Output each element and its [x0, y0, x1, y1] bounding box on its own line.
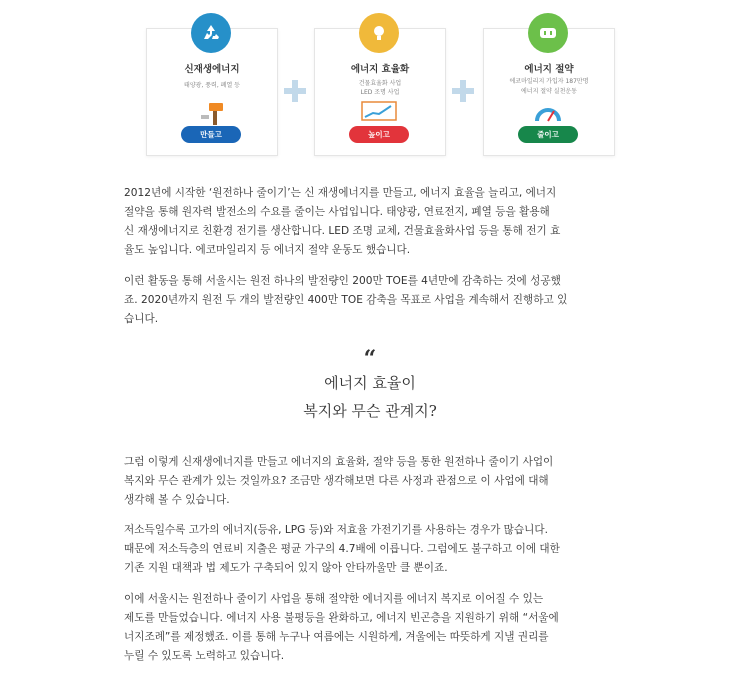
- hammer-icon: [195, 101, 227, 129]
- text-line: 그럼 이렇게 신재생에너지를 만들고 에너지의 효율화, 절약 등을 통한 원전하나 줄이기 사업이: [124, 456, 554, 468]
- text-line: 절약을 통해 원자력 발전소의 수요를 줄이는 사업입니다. 태양광, 연료전지, 폐열 등을 활용해: [124, 206, 550, 218]
- power-plug-icon: [528, 13, 568, 53]
- card-efficiency: [314, 28, 446, 156]
- text-line: 기존 지원 대책과 법 제도가 구축되어 있지 않아 안타까울만 클 뿐이죠.: [124, 562, 448, 574]
- lightbulb-icon: [359, 13, 399, 53]
- reduce-button[interactable]: 줄이고: [518, 126, 578, 143]
- card-subtitle: 에너지 절약 실천운동: [521, 88, 577, 95]
- quote-line-1: 에너지 효율이: [324, 374, 416, 392]
- text-line: 생각해 볼 수 있습니다.: [124, 494, 230, 506]
- make-button[interactable]: 만들고: [181, 126, 241, 143]
- energy-diagram: [146, 28, 614, 156]
- text-line: 2012년에 시작한 ‘원전하나 줄이기’는 신 재생에너지를 만들고, 에너지 효율을 늘리고, 에너지: [124, 187, 557, 199]
- quote-line-2: 복지와 무슨 관계지?: [303, 402, 437, 420]
- text-line: 이에 서울시는 원전하나 줄이기 사업을 통해 절약한 에너지를 에너지 복지로 이어질 수 있는: [124, 593, 544, 605]
- card-subtitle: 건물효율화 사업: [358, 80, 402, 87]
- text-line: 죠. 2020년까지 원전 두 개의 발전량인 400만 TOE 감축을 목표로 사업을 계속해서 진행하고 있: [124, 294, 568, 306]
- text-line: 이런 활동을 통해 서울시는 원전 하나의 발전량인 200만 TOE를 4년만에 감축하는 것에 성공했: [124, 275, 561, 287]
- card-title: 신재생에너지: [184, 64, 240, 75]
- card-subtitle: 에코마일리지 가입자 187만명: [509, 78, 589, 85]
- text-line: 복지와 무슨 관계가 있는 것일까요? 조금만 생각해보면 다른 사정과 관점으로 이 사업에 대해: [124, 475, 549, 487]
- paragraph-question: [124, 453, 624, 510]
- paragraph-low-income: [124, 521, 624, 578]
- text-line: 때문에 저소득층의 연료비 지출은 평균 가구의 4.7배에 이릅니다. 그럼에도 불구하고 이에 대한: [124, 543, 560, 555]
- recycle-icon: [191, 13, 231, 53]
- card-subtitle: LED 조명 사업: [360, 89, 400, 96]
- paragraph-achievement: [124, 272, 624, 329]
- text-line: 신 재생에너지로 친환경 전기를 생산합니다. LED 조명 교체, 건물효율화사업 등을 통해 전기 효: [124, 225, 561, 237]
- card-title: 에너지 절약: [524, 64, 574, 75]
- text-line: 저소득일수록 고가의 에너지(등유, LPG 등)와 저효율 가전기기를 사용하는 경우가 많습니다.: [124, 524, 548, 536]
- plus-icon: [284, 80, 306, 102]
- text-line: 너지조례”를 제정했죠. 이를 통해 누구나 여름에는 시원하게, 겨울에는 따뜻하게 지낼 권리를: [124, 631, 549, 643]
- plus-icon: [452, 80, 474, 102]
- card-saving: [483, 28, 615, 156]
- quote-mark: “: [363, 346, 377, 372]
- text-line: 누릴 수 있도록 노력하고 있습니다.: [124, 650, 285, 662]
- text-line: 습니다.: [124, 313, 159, 325]
- rising-graph-icon: [361, 101, 397, 127]
- card-subtitle: 태양광, 풍력, 폐열 등: [184, 82, 240, 89]
- card-renewable: [146, 28, 278, 156]
- gauge-icon: [534, 101, 562, 129]
- card-title: 에너지 효율화: [350, 64, 410, 75]
- text-line: 제도를 만들었습니다. 에너지 사용 불평등을 완화하고, 에너지 빈곤층을 지원하기 위해 “서울에: [124, 612, 559, 624]
- text-line: 율도 높입니다. 에코마일리지 등 에너지 절약 운동도 했습니다.: [124, 244, 411, 256]
- paragraph-intro: [124, 184, 624, 260]
- raise-button[interactable]: 높이고: [349, 126, 409, 143]
- paragraph-policy: [124, 590, 624, 666]
